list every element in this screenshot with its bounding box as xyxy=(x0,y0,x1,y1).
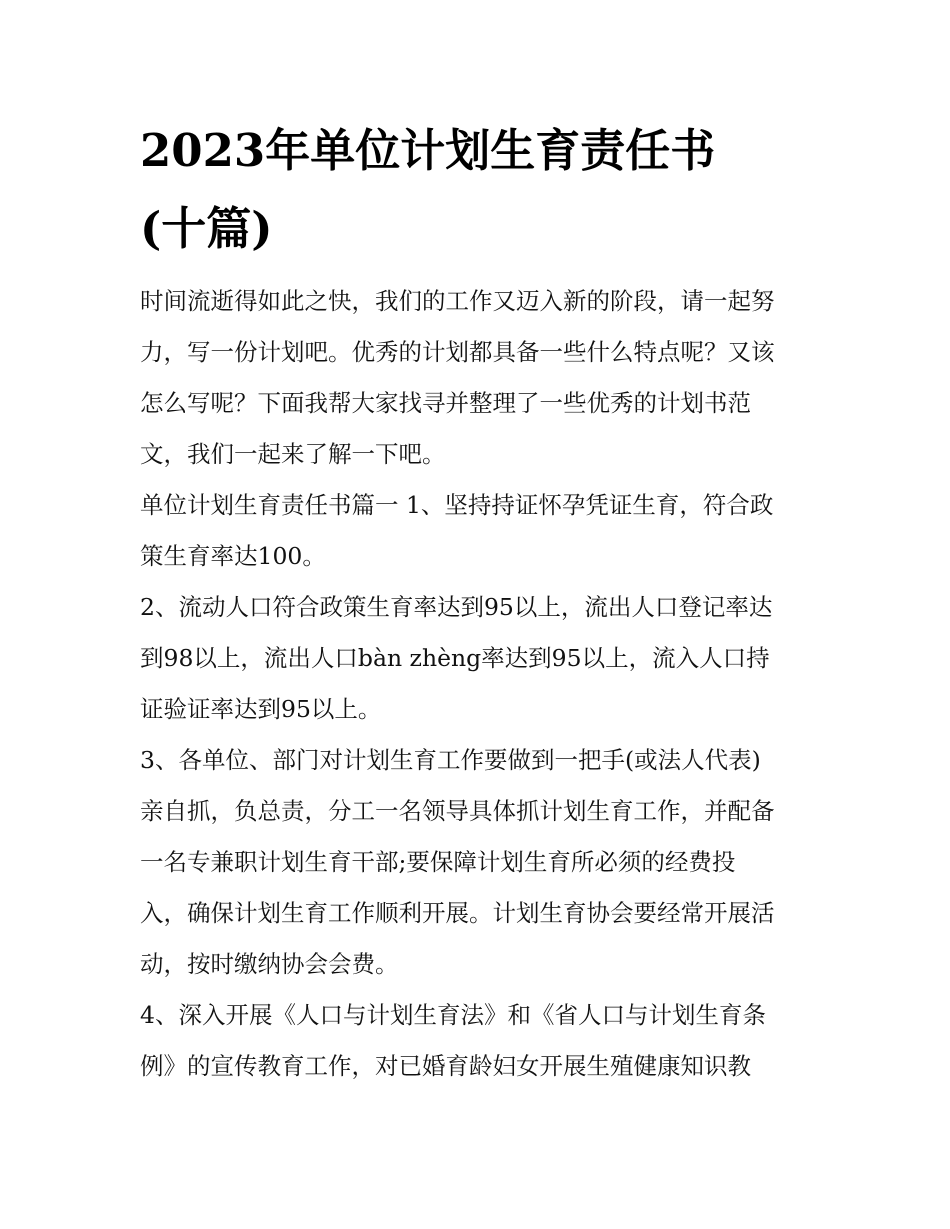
text-line: 文，我们一起来了解一下吧。 xyxy=(140,440,446,468)
text-line: 4、深入开展《人口与计划生育法》和《省人口与计划生育条 xyxy=(140,1001,766,1029)
paragraph-intro xyxy=(140,276,820,480)
document-body xyxy=(140,276,820,1092)
text-line: 力，写一份计划吧。优秀的计划都具备一些什么特点呢？又该 xyxy=(140,338,775,366)
text-line: 时间流逝得如此之快，我们的工作又迈入新的阶段，请一起努 xyxy=(140,287,775,315)
title-line: (十篇) xyxy=(140,202,273,255)
paragraph-item-1 xyxy=(140,480,820,582)
paragraph-item-4 xyxy=(140,990,820,1092)
text-line: 怎么写呢？下面我帮大家找寻并整理了一些优秀的计划书范 xyxy=(140,389,751,417)
text-line: 到98以上，流出人口bàn zhèng率达到95以上，流入人口持 xyxy=(140,644,770,672)
paragraph-item-2 xyxy=(140,582,820,735)
text-line: 3、各单位、部门对计划生育工作要做到一把手(或法人代表) xyxy=(140,746,761,774)
paragraph-item-3 xyxy=(140,735,820,990)
text-line: 亲自抓，负总责，分工一名领导具体抓计划生育工作，并配备 xyxy=(140,797,775,825)
text-line: 一名专兼职计划生育干部;要保障计划生育所必须的经费投 xyxy=(140,848,736,876)
title-line: 2023年单位计划生育责任书 xyxy=(140,124,716,177)
text-line: 入，确保计划生育工作顺利开展。计划生育协会要经常开展活 xyxy=(140,899,775,927)
text-line: 例》的宣传教育工作，对已婚育龄妇女开展生殖健康知识教 xyxy=(140,1052,751,1080)
text-line: 策生育率达100。 xyxy=(140,542,326,570)
text-line: 动，按时缴纳协会会费。 xyxy=(140,950,399,978)
text-line: 单位计划生育责任书篇一 1、坚持持证怀孕凭证生育，符合政 xyxy=(140,491,774,519)
text-line: 2、流动人口符合政策生育率达到95以上，流出人口登记率达 xyxy=(140,593,773,621)
text-line: 证验证率达到95以上。 xyxy=(140,695,382,723)
document-title xyxy=(140,112,820,268)
